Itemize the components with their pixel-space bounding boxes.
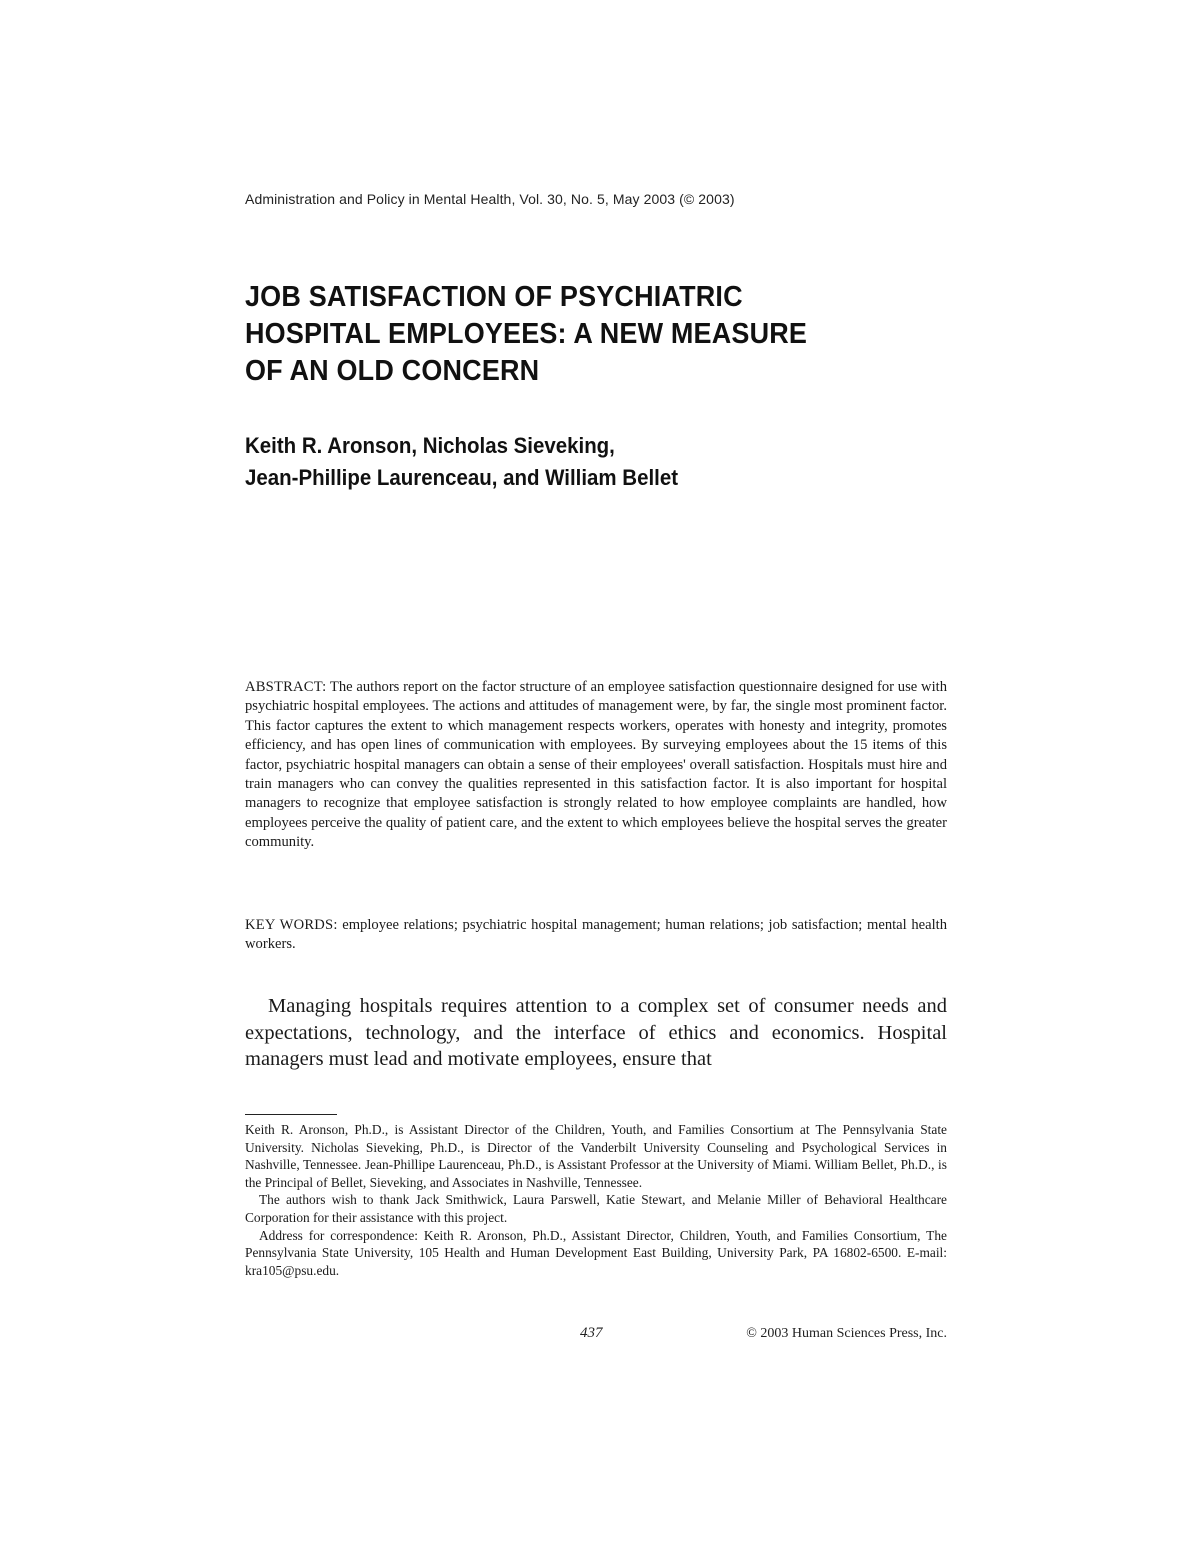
abstract [245,678,947,853]
title-line: OF AN OLD CONCERN [245,355,540,387]
footnotes [245,1121,947,1279]
title-line: HOSPITAL EMPLOYEES: A NEW MEASURE [245,318,808,350]
abstract-text: The authors report on the factor structure of an employee satisfaction questionnaire designed for use with psychiatric hospital employees. The actions and attitudes of management were, by far, the single most prominent factor. This factor captures the extent to which management respects workers, operates with honesty and integrity, promotes efficiency, and has open lines of communication with employees. By surveying employees about the 15 items of this factor, psychiatric hospital managers can obtain a sense of their employees' overall satisfaction. Hospitals must hire and train managers who can convey the qualities represented in this satisfaction factor. It is also important for hospital managers to recognize that employee satisfaction is strongly related to how employee complaints are handled, how employees perceive the quality of patient care, and the extent to which employees believe the hospital serves the greater community. [245,679,947,851]
article-title [245,279,898,390]
footnote-acknowledgment: The authors wish to thank Jack Smithwick, Laura Parswell, Katie Stewart, and Melanie Miller of Behavioral Healthcare Corporation for their assistance with this project. [245,1192,947,1225]
footnote-correspondence: Address for correspondence: Keith R. Aronson, Ph.D., Assistant Director, Children, Youth, and Families Consortium, The Pennsylvania State University, 105 Health and Human Development East Building, University Park, PA 16802-6500. E-mail: kra105@psu.edu. [245,1227,947,1278]
keywords-label: KEY WORDS: [245,917,338,933]
journal-citation: Administration and Policy in Mental Health, Vol. 30, No. 5, May 2003 (© 2003) [245,191,735,207]
body-paragraph: Managing hospitals requires attention to a complex set of consumer needs and expectations, technology, and the interface of ethics and economics. Hospital managers must lead and motivate employees, ensure that [245,995,947,1070]
author-line: Keith R. Aronson, Nicholas Sieveking, [245,433,615,458]
footnote-affiliations: Keith R. Aronson, Ph.D., is Assistant Director of the Children, Youth, and Families Consortium at The Pennsylvania State University. Nicholas Sieveking, Ph.D., is Director of the Vanderbilt University Counseling and Psychological Services in Nashville, Tennessee. Jean-Phillipe Laurenceau, Ph.D., is Assistant Professor at the University of Miami. William Bellet, Ph.D., is the Principal of Bellet, Sieveking, and Associates in Nashville, Tennessee. [245,1122,947,1190]
abstract-label: ABSTRACT: [245,679,327,695]
author-list [245,430,898,494]
author-line: Jean-Phillipe Laurenceau, and William Bellet [245,465,679,490]
copyright-notice: © 2003 Human Sciences Press, Inc. [746,1326,947,1341]
footnote-divider [245,1114,337,1115]
title-line: JOB SATISFACTION OF PSYCHIATRIC [245,281,743,313]
keywords-text: employee relations; psychiatric hospital management; human relations; job satisfaction; mental health workers. [245,917,947,953]
page-number: 437 [580,1325,603,1341]
keywords [245,916,947,955]
